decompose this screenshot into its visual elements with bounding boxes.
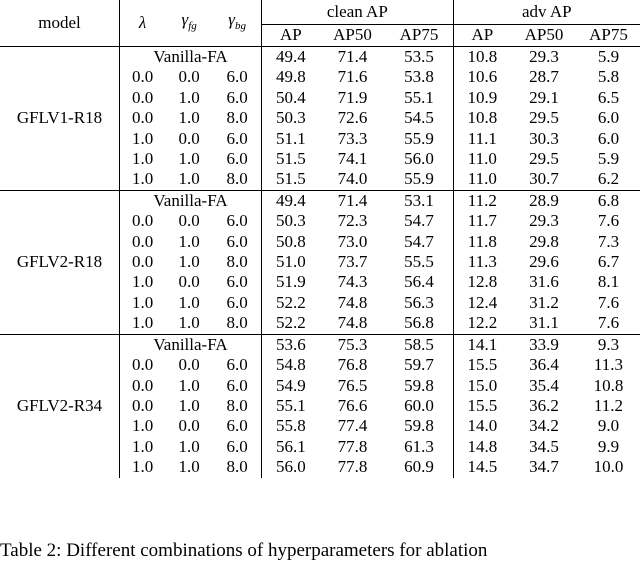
gamma-fg-cell: 1.0 — [178, 457, 200, 477]
metric-cell: 75.3 — [320, 334, 386, 355]
metric-cell: 56.4 — [385, 272, 453, 292]
metric-cell: 71.6 — [337, 67, 368, 87]
header-model: model — [0, 0, 119, 47]
lambda-cell: 0.0 — [131, 252, 154, 272]
gamma-bg-subscript: bg — [234, 19, 246, 32]
lambda-cell: 1.0 — [131, 457, 154, 477]
metric-cell: 15.5 — [467, 355, 498, 375]
metric-cell: 7.6 — [597, 211, 620, 231]
gamma-fg-cell: 0.0 — [178, 416, 200, 436]
metric-cell: 10.8 — [453, 47, 511, 68]
header-adv-ap: adv AP — [453, 0, 640, 25]
metric-cell: 52.2 — [275, 292, 306, 312]
metric-cell: 56.8 — [385, 313, 453, 334]
metric-cell: 76.5 — [337, 375, 368, 395]
metric-cell: 74.8 — [337, 313, 368, 333]
metric-cell: 54.5 — [385, 108, 453, 128]
metric-cell: 72.3 — [337, 211, 368, 231]
metric-cell: 60.9 — [385, 457, 453, 477]
gamma-bg-cell: 6.0 — [213, 88, 261, 108]
metric-cell: 29.5 — [529, 108, 559, 128]
metric-cell: 49.4 — [262, 190, 320, 211]
metric-cell: 60.0 — [385, 396, 453, 416]
metric-cell: 53.8 — [385, 67, 453, 87]
metric-cell: 33.9 — [511, 334, 577, 355]
metric-cell: 36.2 — [529, 395, 559, 415]
gamma-fg-cell: 1.0 — [178, 108, 200, 128]
baseline-row — [0, 334, 640, 355]
lambda-cell: 0.0 — [131, 67, 154, 87]
metric-cell: 31.1 — [529, 313, 559, 333]
metric-cell: 51.0 — [275, 252, 306, 272]
metric-cell: 51.5 — [275, 149, 306, 169]
gamma-fg-cell: 0.0 — [178, 272, 200, 292]
gamma-bg-cell: 6.0 — [213, 376, 261, 396]
metric-cell: 28.7 — [529, 67, 559, 87]
gamma-bg-cell: 6.0 — [213, 355, 261, 375]
header-adv-ap-sub: AP — [471, 25, 494, 45]
gamma-bg-cell: 8.0 — [213, 313, 261, 334]
baseline-row — [0, 47, 640, 68]
metric-cell: 56.1 — [275, 436, 306, 456]
lambda-cell: 0.0 — [131, 87, 154, 107]
gamma-fg-symbol: γ — [181, 9, 189, 29]
metric-cell: 50.3 — [275, 211, 306, 231]
header-clean-ap75: AP75 — [385, 25, 453, 47]
metric-cell: 30.3 — [529, 128, 559, 148]
gamma-bg-cell: 6.0 — [213, 67, 261, 87]
gamma-bg-cell: 8.0 — [213, 252, 261, 272]
metric-cell: 59.8 — [385, 376, 453, 396]
metric-cell: 7.6 — [597, 292, 620, 312]
header-adv-ap50: AP50 — [524, 25, 564, 45]
metric-cell: 11.3 — [467, 252, 497, 272]
metric-cell: 74.8 — [337, 292, 368, 312]
metric-cell: 50.4 — [275, 87, 306, 107]
lambda-cell: 0.0 — [131, 395, 154, 415]
metric-cell: 9.3 — [577, 334, 640, 355]
gamma-bg-symbol: γ — [228, 9, 235, 29]
metric-cell: 6.0 — [597, 108, 620, 128]
metric-cell: 58.5 — [385, 334, 453, 355]
metric-cell: 29.3 — [529, 211, 559, 231]
lambda-cell: 1.0 — [131, 149, 154, 169]
metric-cell: 6.0 — [597, 128, 620, 148]
gamma-bg-cell: 8.0 — [213, 396, 261, 416]
header-row-1 — [0, 0, 640, 25]
metric-cell: 50.3 — [275, 108, 306, 128]
metric-cell: 14.5 — [467, 457, 498, 477]
metric-cell: 9.9 — [597, 436, 620, 456]
metric-cell: 55.9 — [385, 169, 453, 190]
metric-cell: 73.0 — [337, 231, 368, 251]
metric-cell: 54.9 — [275, 375, 306, 395]
gamma-fg-cell: 1.0 — [178, 87, 200, 107]
baseline-label-cell: Vanilla-FA — [119, 190, 261, 211]
metric-cell: 54.8 — [275, 355, 306, 375]
metric-cell: 6.2 — [597, 169, 620, 189]
gamma-bg-cell: 6.0 — [213, 416, 261, 436]
metric-cell: 53.5 — [385, 47, 453, 68]
metric-cell: 74.0 — [337, 169, 368, 189]
metric-cell: 54.7 — [385, 232, 453, 252]
gamma-fg-cell: 0.0 — [178, 211, 200, 231]
metric-cell: 12.4 — [467, 292, 498, 312]
header-gamma-fg — [165, 0, 213, 47]
metric-cell: 29.8 — [529, 231, 559, 251]
gamma-bg-cell: 8.0 — [213, 457, 261, 477]
header-clean-ap50: AP50 — [333, 25, 372, 45]
metric-cell: 5.9 — [577, 47, 640, 68]
metric-cell: 76.8 — [337, 355, 368, 375]
gamma-bg-cell: 8.0 — [213, 169, 261, 190]
metric-cell: 11.8 — [467, 231, 497, 251]
metric-cell: 12.2 — [467, 313, 498, 333]
metric-cell: 14.8 — [467, 436, 498, 456]
model-name-cell: GFLV2-R34 — [0, 334, 119, 477]
metric-cell: 71.4 — [320, 47, 386, 68]
gamma-bg-cell: 6.0 — [213, 437, 261, 457]
metric-cell: 71.9 — [337, 87, 368, 107]
metric-cell: 49.8 — [275, 67, 306, 87]
model-name-cell: GFLV1-R18 — [0, 47, 119, 191]
metric-cell: 34.7 — [529, 457, 559, 477]
metric-cell: 51.5 — [275, 169, 306, 189]
metric-cell: 10.0 — [593, 457, 624, 477]
metric-cell: 73.7 — [337, 252, 368, 272]
metric-cell: 6.8 — [577, 190, 640, 211]
lambda-cell: 0.0 — [131, 375, 154, 395]
gamma-bg-cell: 6.0 — [213, 293, 261, 313]
gamma-bg-cell: 6.0 — [213, 211, 261, 231]
lambda-cell: 0.0 — [131, 231, 154, 251]
gamma-bg-cell: 6.0 — [213, 129, 261, 149]
metric-cell: 6.5 — [597, 87, 620, 107]
gamma-fg-cell: 1.0 — [178, 292, 200, 312]
gamma-fg-cell: 0.0 — [178, 128, 200, 148]
gamma-bg-cell: 6.0 — [213, 149, 261, 169]
metric-cell: 10.8 — [467, 108, 498, 128]
metric-cell: 59.8 — [385, 416, 453, 436]
metric-cell: 72.6 — [337, 108, 368, 128]
lambda-cell: 1.0 — [131, 272, 154, 292]
lambda-cell: 0.0 — [131, 355, 154, 375]
metric-cell: 11.3 — [593, 355, 624, 375]
gamma-fg-cell: 1.0 — [178, 313, 200, 333]
metric-cell: 31.6 — [529, 272, 559, 292]
baseline-label-cell: Vanilla-FA — [119, 334, 261, 355]
metric-cell: 56.0 — [385, 149, 453, 169]
header-adv-ap75: AP75 — [589, 25, 628, 45]
metric-cell: 7.3 — [597, 231, 620, 251]
metric-cell: 30.7 — [529, 169, 559, 189]
metric-cell: 50.8 — [275, 231, 306, 251]
lambda-cell: 1.0 — [131, 128, 154, 148]
metric-cell: 55.1 — [385, 88, 453, 108]
metric-cell: 12.8 — [467, 272, 498, 292]
metric-cell: 15.5 — [467, 395, 498, 415]
metric-cell: 77.4 — [337, 416, 368, 436]
metric-cell: 34.5 — [529, 436, 559, 456]
metric-cell: 5.9 — [597, 149, 620, 169]
metric-cell: 35.4 — [529, 375, 559, 395]
lambda-cell: 1.0 — [131, 416, 154, 436]
gamma-fg-cell: 1.0 — [178, 252, 200, 272]
lambda-cell: 0.0 — [131, 211, 154, 231]
metric-cell: 29.6 — [529, 252, 559, 272]
metric-cell: 56.3 — [385, 293, 453, 313]
metric-cell: 11.0 — [467, 149, 497, 169]
metric-cell: 36.4 — [529, 355, 559, 375]
header-clean-ap: clean AP — [262, 0, 454, 25]
metric-cell: 29.5 — [529, 149, 559, 169]
metric-cell: 55.5 — [385, 252, 453, 272]
metric-cell: 76.6 — [337, 395, 368, 415]
metric-cell: 11.2 — [453, 190, 511, 211]
metric-cell: 73.3 — [337, 128, 368, 148]
metric-cell: 11.0 — [467, 169, 497, 189]
metric-cell: 8.1 — [597, 272, 620, 292]
metric-cell: 29.1 — [529, 87, 559, 107]
metric-cell: 51.9 — [275, 272, 306, 292]
metric-cell: 14.0 — [467, 416, 498, 436]
gamma-fg-subscript: fg — [188, 19, 197, 32]
gamma-fg-cell: 0.0 — [178, 67, 200, 87]
metric-cell: 52.2 — [275, 313, 306, 333]
metric-cell: 29.3 — [511, 47, 577, 68]
table-body — [0, 47, 640, 478]
metric-cell: 34.2 — [529, 416, 559, 436]
metric-cell: 55.8 — [275, 416, 306, 436]
gamma-fg-cell: 1.0 — [178, 375, 200, 395]
metric-cell: 55.1 — [275, 395, 306, 415]
metric-cell: 5.8 — [597, 67, 620, 87]
metric-cell: 77.8 — [337, 457, 368, 477]
metric-cell: 59.7 — [385, 355, 453, 375]
metric-cell: 10.8 — [593, 375, 624, 395]
gamma-fg-cell: 1.0 — [178, 436, 200, 456]
metric-cell: 54.7 — [385, 211, 453, 231]
gamma-bg-cell: 8.0 — [213, 108, 261, 128]
metric-cell: 61.3 — [385, 437, 453, 457]
model-name-cell: GFLV2-R18 — [0, 190, 119, 334]
metric-cell: 10.6 — [467, 67, 498, 87]
metric-cell: 56.0 — [275, 457, 306, 477]
gamma-fg-cell: 1.0 — [178, 395, 200, 415]
header-gamma-bg — [213, 0, 261, 47]
metric-cell: 53.6 — [262, 334, 320, 355]
lambda-cell: 1.0 — [131, 313, 154, 333]
metric-cell: 51.1 — [275, 128, 306, 148]
gamma-fg-cell: 1.0 — [178, 149, 200, 169]
baseline-label-cell: Vanilla-FA — [119, 47, 261, 68]
metric-cell: 77.8 — [337, 436, 368, 456]
metric-cell: 31.2 — [529, 292, 559, 312]
metric-cell: 55.9 — [385, 129, 453, 149]
metric-cell: 71.4 — [320, 190, 386, 211]
header-clean-ap-sub: AP — [279, 25, 302, 45]
metric-cell: 49.4 — [262, 47, 320, 68]
lambda-cell: 0.0 — [131, 108, 154, 128]
metric-cell: 6.7 — [597, 252, 620, 272]
lambda-cell: 1.0 — [131, 169, 154, 189]
gamma-bg-cell: 6.0 — [213, 232, 261, 252]
metric-cell: 14.1 — [453, 334, 511, 355]
lambda-cell: 1.0 — [131, 292, 154, 312]
metric-cell: 10.9 — [467, 87, 498, 107]
metric-cell: 74.3 — [337, 272, 368, 292]
gamma-fg-cell: 1.0 — [178, 169, 200, 189]
metric-cell: 15.0 — [467, 375, 498, 395]
lambda-cell: 1.0 — [131, 436, 154, 456]
header-lambda: λ — [138, 12, 147, 32]
metric-cell: 7.6 — [597, 313, 620, 333]
metric-cell: 74.1 — [337, 149, 368, 169]
metric-cell: 28.9 — [511, 190, 577, 211]
metric-cell: 9.0 — [597, 416, 620, 436]
table-caption: Table 2: Different combinations of hyperparameters for ablation — [0, 540, 488, 561]
gamma-fg-cell: 1.0 — [178, 231, 200, 251]
gamma-bg-cell: 6.0 — [213, 272, 261, 292]
metric-cell: 53.1 — [385, 190, 453, 211]
baseline-row — [0, 190, 640, 211]
metric-cell: 11.2 — [593, 395, 624, 415]
gamma-fg-cell: 0.0 — [178, 355, 200, 375]
metric-cell: 11.1 — [467, 128, 497, 148]
metric-cell: 11.7 — [467, 211, 497, 231]
